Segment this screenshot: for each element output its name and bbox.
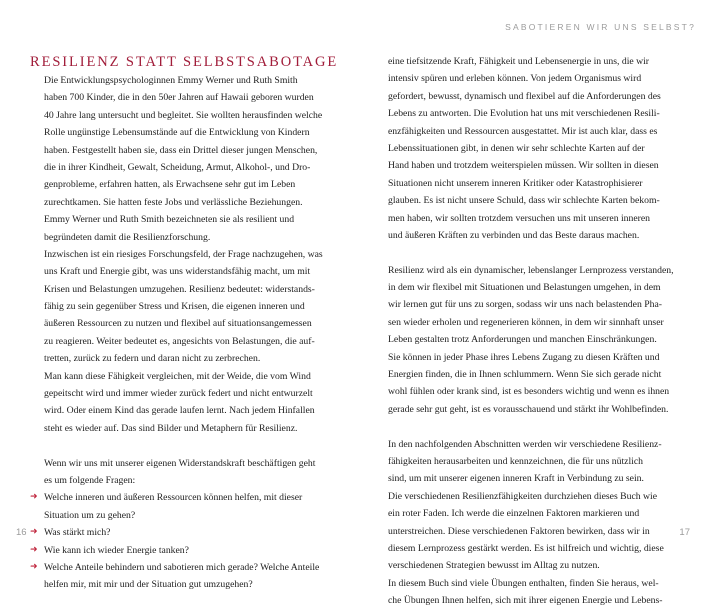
text-line: Man kann diese Fähigkeit vergleichen, mit der Weide, die vom Wind xyxy=(44,370,311,382)
text-line: Die Entwicklungspsychologinnen Emmy Werner und Ruth Smith xyxy=(44,75,298,86)
text-line: enzfähigkeiten und Ressourcen ausgestattet. Mir ist auch klar, dass es xyxy=(388,125,658,137)
text-line: Wenn wir uns mit unserer eigenen Widerstandskraft beschäftigen geht xyxy=(44,457,316,469)
text-line: Sie können in jeder Phase ihres Lebens Zugang zu diesen Kräften und xyxy=(388,351,660,363)
arrow-right-icon: ➜ xyxy=(30,561,38,572)
question-line: Wie kann ich wieder Energie tanken? xyxy=(44,544,189,556)
question-line: Was stärkt mich? xyxy=(44,527,111,539)
text-line: gepeitscht wird und immer wieder zurück federt und nicht entwurzelt xyxy=(44,388,313,400)
text-line: 40 Jahre lang untersucht und begleitet. Sie wollten herausfinden welche xyxy=(44,109,323,121)
text-line: und äußeren Kräften zu verbinden und das Beste daraus machen. xyxy=(388,229,640,241)
text-line: es um folgende Fragen: xyxy=(44,474,136,486)
text-line: in dem wir flexibel mit Situationen und Belastungen umgehen, in dem xyxy=(388,282,661,294)
text-line: Die verschiedenen Resilienzfähigkeiten durchziehen dieses Buch wie xyxy=(388,490,657,502)
text-line: haben. Festgestellt haben sie, dass ein Drittel dieser jungen Menschen, xyxy=(44,144,318,156)
page-number-left: 16 xyxy=(16,527,27,538)
text-line: zurechtkamen. Sie hatten feste Jobs und verlässliche Beziehungen. xyxy=(44,196,303,208)
text-line: verschiedenen Strategien bewusst im Alltag zu nutzen. xyxy=(388,560,600,572)
running-head: SABOTIEREN WIR UNS SELBST? xyxy=(505,22,696,32)
page-number-right: 17 xyxy=(679,527,690,538)
text-line: wohl fühlen oder krank sind, ist es besonders wichtig und wenn es ihnen xyxy=(388,386,670,398)
text-line: Krisen und Belastungen umzugehen. Resilienz bedeutet: widerstands- xyxy=(44,283,315,295)
text-line: men haben, wir sollten trotzdem versuchen uns mit unseren inneren xyxy=(388,212,651,224)
left-page-column xyxy=(30,52,339,594)
section-title: RESILIENZ STATT SELBSTSABOTAGE xyxy=(30,54,339,70)
text-line: Lebenssituationen gibt, in denen wir sehr schlechte Karten auf der xyxy=(388,142,645,154)
question-list-item xyxy=(30,542,330,559)
paragraph-gap xyxy=(388,244,688,261)
text-line: wird. Oder einem Kind das gerade laufen lernt. Nach jedem Hinfallen xyxy=(44,405,315,417)
question-line: Welche inneren und äußeren Ressourcen können helfen, mit dieser xyxy=(44,492,303,504)
text-line: Inzwischen ist ein riesiges Forschungsfeld, der Frage nachzugehen, was xyxy=(44,248,323,260)
text-line: Leben gestalten trotz Anforderungen und manchen Einschränkungen. xyxy=(388,334,657,346)
text-line: gefordert, bewusst, dynamisch und flexibel auf die Anforderungen des xyxy=(388,90,661,102)
text-line: die in ihrer Kindheit, Gewalt, Scheidung, Armut, Alkohol-, und Dro- xyxy=(44,161,311,173)
paragraph-gap xyxy=(44,437,330,454)
text-line: diesem Lernprozess gestärkt werden. Es ist hilfreich und wichtig, diese xyxy=(388,542,664,554)
arrow-right-icon: ➜ xyxy=(30,492,38,503)
text-line: ein roter Faden. Ich werde die einzelnen Faktoren markieren und xyxy=(388,508,640,520)
text-line: genprobleme, erfahren hatten, als Erwachsene sehr gut im Leben xyxy=(44,179,296,191)
text-line: begründeten damit die Resilienzforschung. xyxy=(44,231,211,243)
text-line: zu reagieren. Weiter bedeutet es, angesichts von Belastungen, die auf- xyxy=(44,335,315,347)
text-line: unterstreichen. Diese verschiedenen Faktoren bewirken, dass wir in xyxy=(388,525,650,537)
text-line: wir lernen gut für uns zu sorgen, sodass wir uns nach belastenden Pha- xyxy=(388,299,662,311)
question-line: helfen mir, mit mir und der Situation gut umzugehen? xyxy=(44,579,253,591)
text-line: äußeren Ressourcen zu nutzen und flexibel auf situationsangemessen xyxy=(44,318,312,330)
text-line: Hand haben und trotzdem weiterspielen müssen. Wir sollten in diesen xyxy=(388,160,659,172)
text-line: che Übungen Ihnen helfen, sich mit ihrer eigenen Energie und Lebens- xyxy=(388,595,663,607)
text-line: In den nachfolgenden Abschnitten werden wir verschiedene Resilienz- xyxy=(388,438,662,450)
text-line: uns Kraft und Energie gibt, was uns widerstandsfähig macht, um mit xyxy=(44,266,311,278)
text-line: In diesem Buch sind viele Übungen enthalten, finden Sie heraus, wel- xyxy=(388,577,659,589)
text-line: steht es wieder auf. Das sind Bilder und Metaphern für Resilienz. xyxy=(44,422,298,434)
text-line: fähigkeiten herausarbeiten und kennzeichnen, die für uns nützlich xyxy=(388,455,644,467)
question-line: Welche Anteile behindern und sabotieren mich gerade? Welche Anteile xyxy=(44,561,320,573)
text-line: sen wieder erholen und regenerieren können, in dem wir sinnhaft unser xyxy=(388,316,664,328)
arrow-right-icon: ➜ xyxy=(30,527,38,538)
question-list-item xyxy=(30,489,330,524)
text-line: haben 700 Kinder, die in den 50er Jahren auf Hawaii geboren wurden xyxy=(44,92,314,104)
text-line: intensiv spüren und erleben können. Von jedem Organismus wird xyxy=(388,73,642,85)
paragraph-gap xyxy=(388,418,688,435)
text-line: glauben. Es ist nicht unsere Schuld, dass wir schlechte Karten bekom- xyxy=(388,195,660,207)
question-list-item xyxy=(30,524,330,541)
question-list-item xyxy=(30,559,330,594)
text-line: Lebens zu antworten. Die Evolution hat uns mit verschiedenen Resili- xyxy=(388,108,660,120)
text-line: gerade sehr gut geht, ist es vorausschauend und stärkt ihr Wohlbefinden. xyxy=(388,403,669,415)
question-line: Situation um zu gehen? xyxy=(44,509,136,521)
text-line: Rolle ungünstige Lebensumstände auf die Entwicklung von Kindern xyxy=(44,127,310,139)
right-page-column xyxy=(388,53,688,610)
text-line: eine tiefsitzende Kraft, Fähigkeit und Lebensenergie in uns, die wir xyxy=(388,56,650,67)
text-line: sind, um mit unserer eigenen inneren Kraft in Verbindung zu sein. xyxy=(388,473,644,485)
text-line: fähig zu sein gegenüber Stress und Krisen, die eigenen inneren und xyxy=(44,301,305,313)
text-line: Emmy Werner und Ruth Smith bezeichneten sie als resilient und xyxy=(44,214,295,226)
text-line: Energien finden, die in Ihnen schlummern. Wenn Sie sich gerade nicht xyxy=(388,369,662,381)
left-body-text xyxy=(30,72,330,594)
arrow-right-icon: ➜ xyxy=(30,544,38,555)
right-body-text xyxy=(388,53,688,610)
text-line: Resilienz wird als ein dynamischer, lebenslanger Lernprozess verstanden, xyxy=(388,264,674,276)
text-line: Situationen nicht unserem inneren Kritiker oder Katastrophisierer xyxy=(388,177,643,189)
text-line: tretten, zurück zu federn und daran nicht zu zerbrechen. xyxy=(44,353,261,365)
